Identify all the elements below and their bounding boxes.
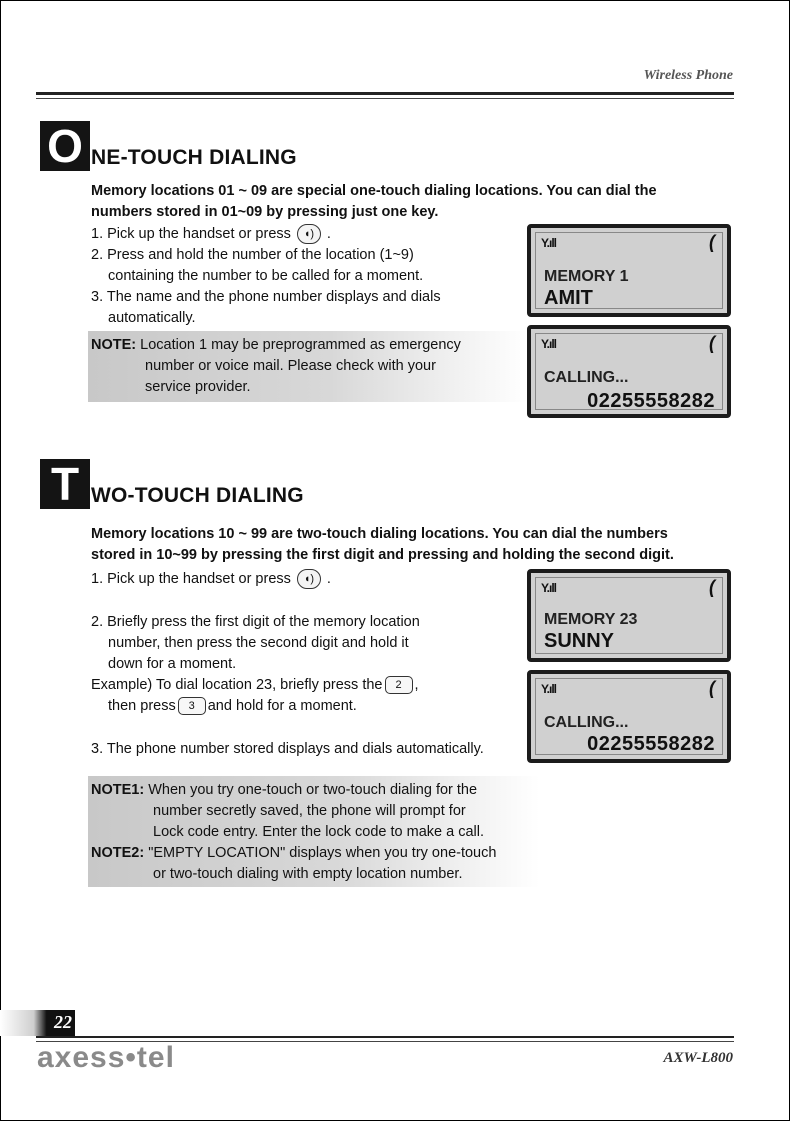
note-text: number or voice mail. Please check with your [145, 358, 436, 374]
note-text: service provider. [145, 379, 251, 395]
phone-screen-calling-1 [527, 325, 731, 418]
step-3 [91, 287, 441, 329]
note-text: Location 1 may be preprogrammed as emergency [140, 337, 461, 353]
screen-label: MEMORY 1 [544, 268, 629, 285]
screen-number: 02255558282 [587, 390, 715, 412]
step-2-text: 2. Briefly press the first digit of the memory location [91, 614, 420, 630]
section1-heading: NE-TOUCH DIALING [91, 146, 297, 169]
note-text: "EMPTY LOCATION" displays when you try one-touch [148, 845, 497, 861]
section1-note [88, 331, 528, 402]
speaker-key-icon: ◖) [297, 569, 321, 589]
step-1-end: . [326, 226, 331, 242]
screen-name: AMIT [544, 287, 593, 309]
digit-key-3-icon: 3 [178, 697, 206, 715]
note-text: Lock code entry. Enter the lock code to make a call. [153, 824, 484, 840]
step-1-text: 1. Pick up the handset or press [91, 226, 291, 242]
section2-intro [91, 524, 674, 566]
screen-number: 02255558282 [587, 733, 715, 755]
signal-bars-icon: Y.ıll [541, 581, 557, 595]
note-text: or two-touch dialing with empty location number. [153, 866, 463, 882]
section2-intro-line: stored in 10~99 by pressing the first digit and pressing and holding the second digit. [91, 547, 674, 563]
note-text: When you try one-touch or two-touch dialing for the [148, 782, 478, 798]
phone-screen-memory-1 [527, 224, 731, 317]
header-rule-thin [36, 98, 734, 99]
section1-steps [91, 224, 441, 329]
screen-name: SUNNY [544, 630, 615, 652]
header-title: Wireless Phone [643, 68, 733, 83]
handset-icon: ( [709, 678, 715, 698]
section2-notes [88, 776, 540, 887]
page-number: 22 [54, 1012, 72, 1032]
section1-initial: O [40, 121, 90, 171]
example-line [91, 675, 420, 696]
step-2-cont: number, then press the second digit and hold it [108, 635, 409, 651]
step-2-cont: down for a moment. [108, 656, 237, 672]
section1-intro [91, 181, 657, 223]
section2-heading: WO-TOUCH DIALING [91, 484, 304, 507]
step-1-end: . [326, 571, 331, 587]
example-cont [91, 696, 420, 717]
step-2-cont: containing the number to be called for a moment. [108, 268, 424, 284]
section2-step-2 [91, 612, 420, 717]
digit-key-2-icon: 2 [385, 676, 413, 694]
screen-status: CALLING... [544, 369, 629, 386]
example-text: and hold for a moment. [207, 698, 357, 714]
signal-bars-icon: Y.ıll [541, 337, 557, 351]
footer-rule [36, 1036, 734, 1038]
page-number-tab [0, 1010, 75, 1036]
section1-intro-line: numbers stored in 01~09 by pressing just one key. [91, 204, 439, 220]
note-label: NOTE: [91, 337, 137, 353]
step-2 [91, 245, 441, 287]
signal-bars-icon: Y.ıll [541, 682, 557, 696]
signal-bars-icon: Y.ıll [541, 236, 557, 250]
step-1-text: 1. Pick up the handset or press [91, 571, 291, 587]
step-1 [91, 224, 441, 245]
handset-icon: ( [709, 577, 715, 597]
step-2-text: 2. Press and hold the number of the location (1~9) [91, 247, 414, 263]
section2-step-3: 3. The phone number stored displays and dials automatically. [91, 741, 484, 757]
speaker-key-icon: ◖) [297, 224, 321, 244]
section2-step-1 [91, 569, 331, 590]
note-label: NOTE2: [91, 845, 145, 861]
section1-intro-line: Memory locations 01 ~ 09 are special one-touch dialing locations. You can dial the [91, 183, 657, 199]
screen-status: CALLING... [544, 714, 629, 731]
section2-intro-line: Memory locations 10 ~ 99 are two-touch dialing locations. You can dial the numbers [91, 526, 668, 542]
example-text: , [414, 677, 419, 693]
handset-icon: ( [709, 232, 715, 252]
handset-icon: ( [709, 333, 715, 353]
brand-logo: axess•tel [37, 1041, 175, 1074]
note-text: number secretly saved, the phone will prompt for [153, 803, 466, 819]
example-text: then press [108, 698, 176, 714]
header-rule [36, 92, 734, 95]
step-3-text: 3. The name and the phone number displays and dials [91, 289, 441, 305]
screen-label: MEMORY 23 [544, 611, 638, 628]
note-label: NOTE1: [91, 782, 145, 798]
model-name: AXW-L800 [663, 1050, 733, 1066]
phone-screen-memory-23 [527, 569, 731, 662]
example-text: Example) To dial location 23, briefly press the [91, 677, 383, 693]
step-3-cont: automatically. [108, 310, 196, 326]
section2-initial: T [40, 459, 90, 509]
phone-screen-calling-2 [527, 670, 731, 763]
